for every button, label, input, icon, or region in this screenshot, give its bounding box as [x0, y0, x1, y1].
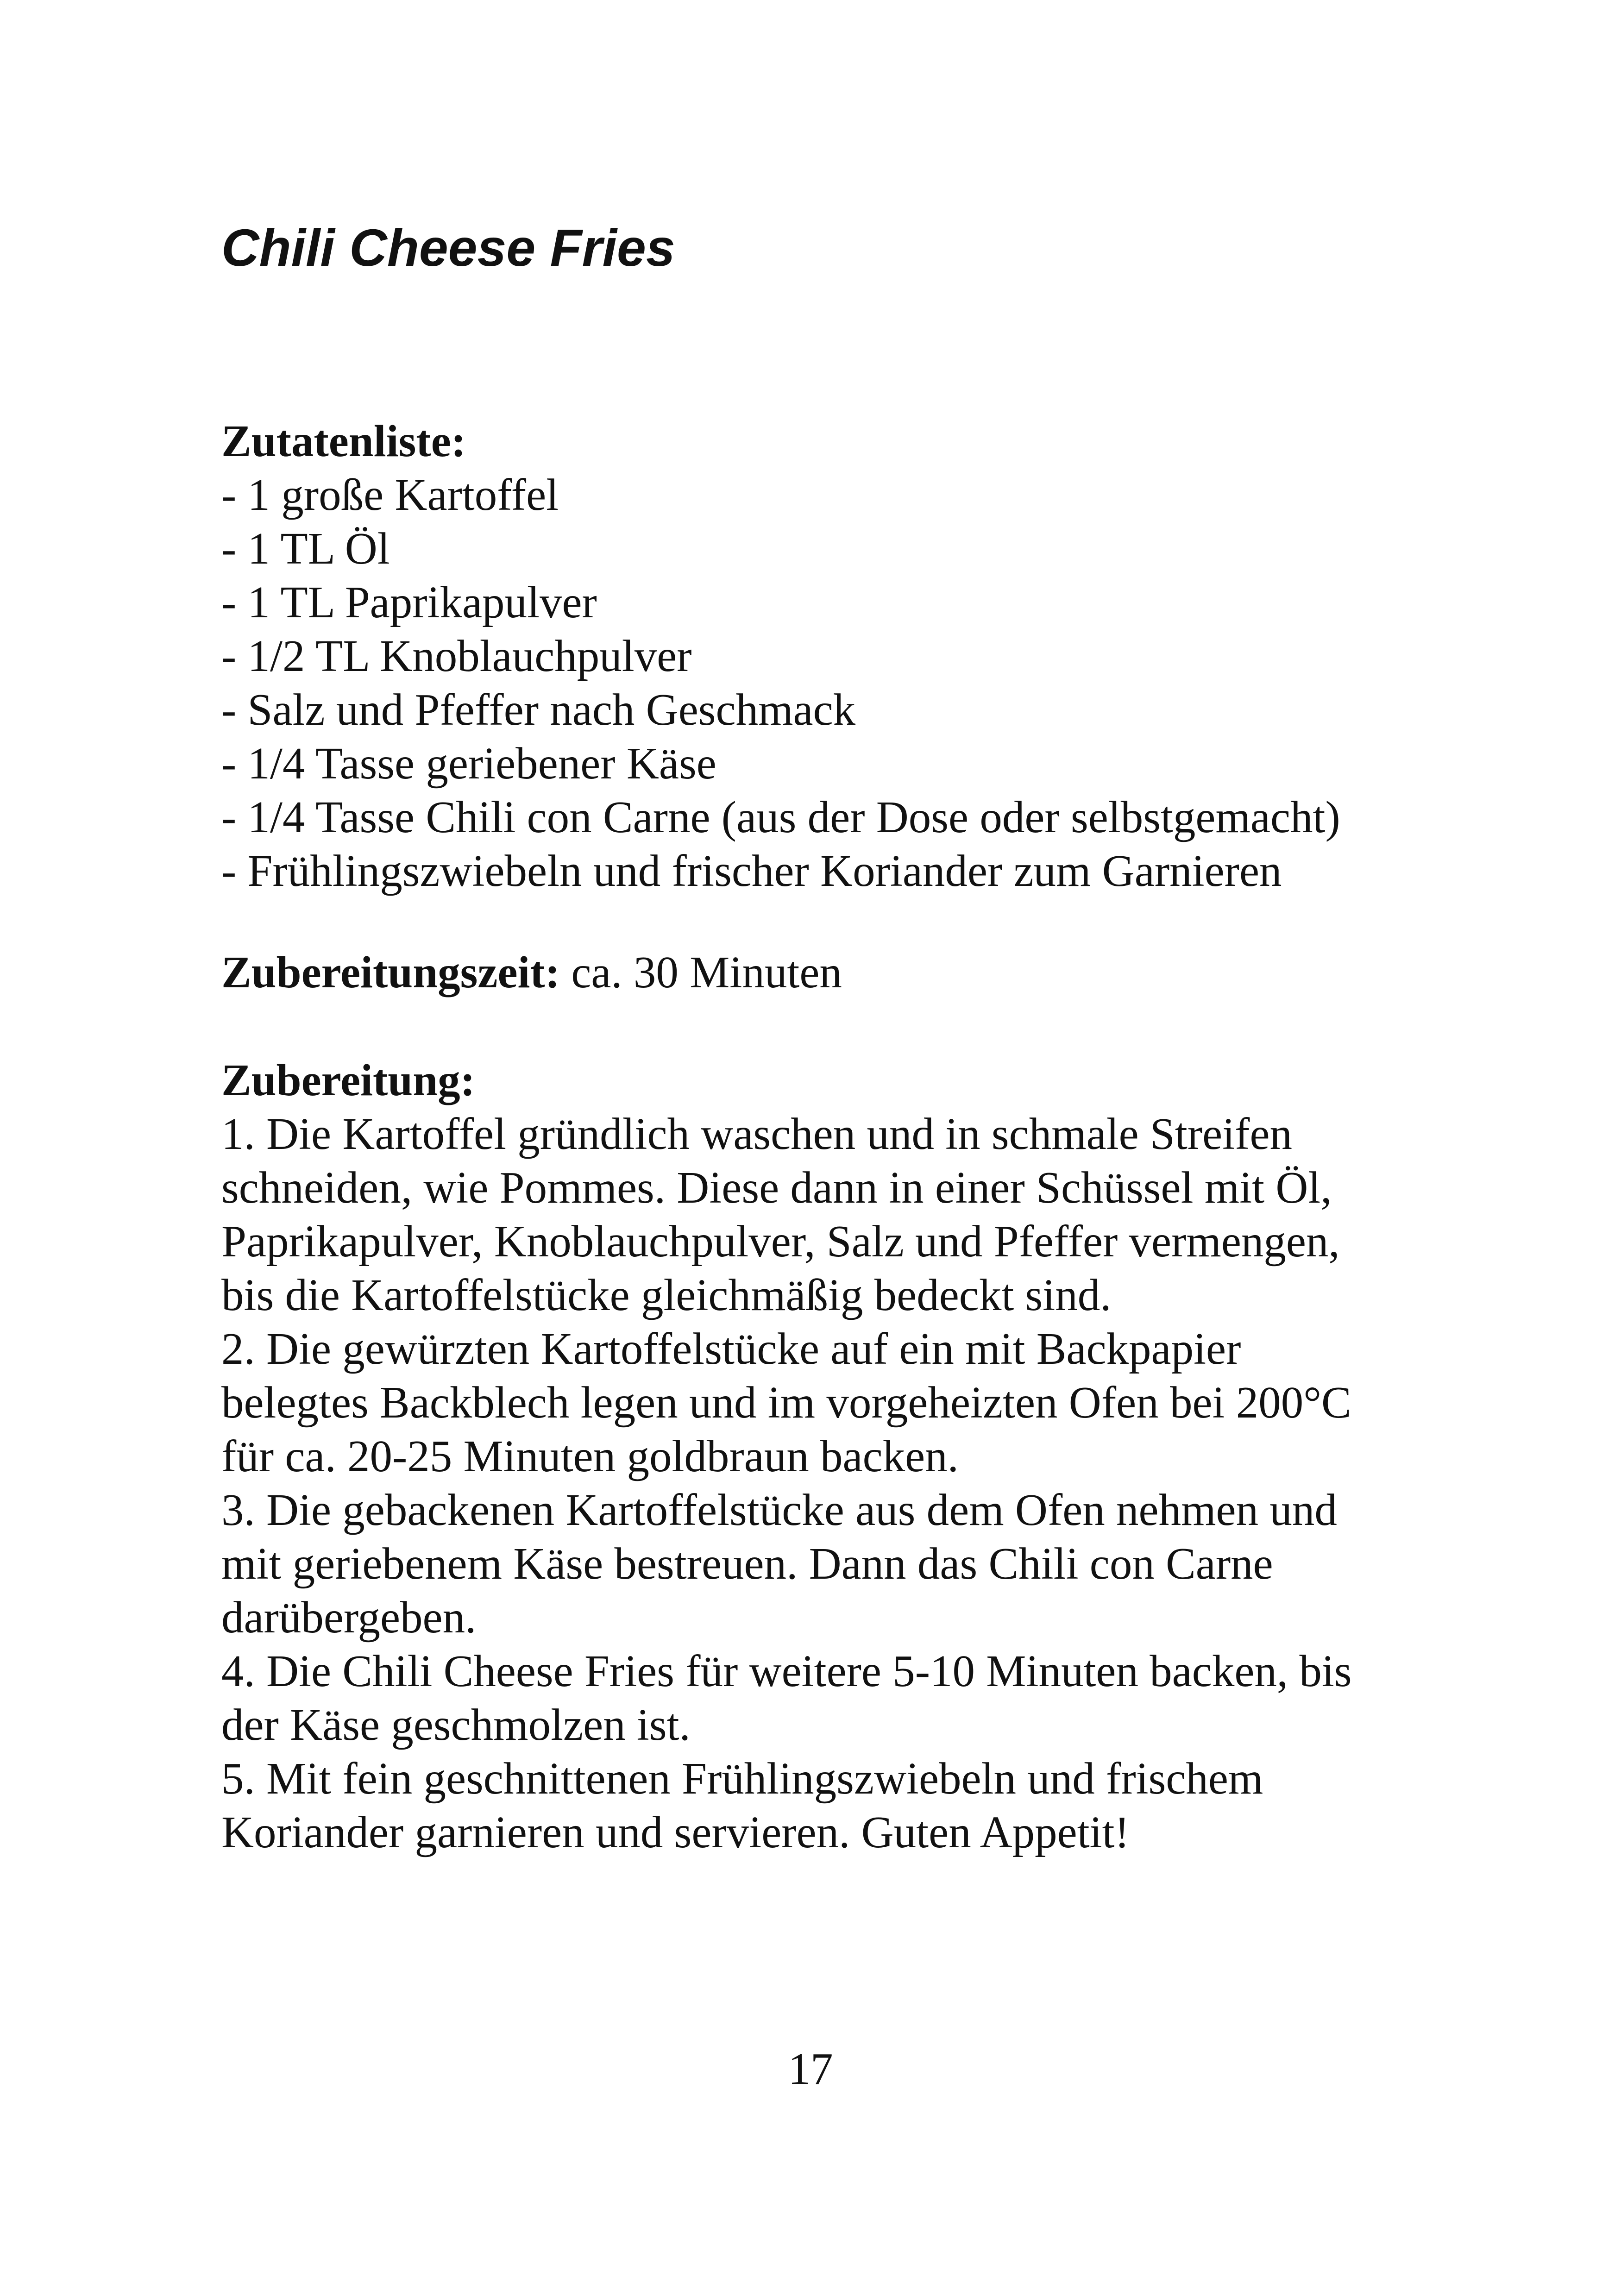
ingredient-item: - 1/2 TL Knoblauchpulver — [221, 631, 692, 681]
preparation-section — [221, 1054, 1352, 1859]
preparation-heading: Zubereitung: — [221, 1055, 475, 1105]
ingredient-item: - 1/4 Tasse Chili con Carne (aus der Dose oder selbstgemacht) — [221, 792, 1340, 842]
ingredient-item: - 1 TL Paprikapulver — [221, 577, 597, 627]
step-line: 5. Mit fein geschnittenen Frühlingszwiebeln und frischem — [221, 1754, 1263, 1803]
prep-time-section — [221, 946, 842, 999]
step-line: 1. Die Kartoffel gründlich waschen und in schmale Streifen — [221, 1109, 1293, 1159]
step-line: bis die Kartoffelstücke gleichmäßig bedeckt sind. — [221, 1270, 1112, 1320]
step-line: mit geriebenem Käse bestreuen. Dann das Chili con Carne — [221, 1539, 1273, 1588]
step-line: 4. Die Chili Cheese Fries für weitere 5-10 Minuten backen, bis — [221, 1646, 1352, 1696]
ingredient-item: - Salz und Pfeffer nach Geschmack — [221, 685, 856, 734]
step-line: für ca. 20-25 Minuten goldbraun backen. — [221, 1431, 959, 1481]
page-number: 17 — [788, 2044, 833, 2094]
step-line: darübergeben. — [221, 1593, 477, 1642]
ingredients-list — [221, 468, 1340, 898]
prep-time-label: Zubereitungszeit: — [221, 947, 560, 997]
step-line: schneiden, wie Pommes. Diese dann in einer Schüssel mit Öl, — [221, 1163, 1332, 1212]
step-line: 2. Die gewürzten Kartoffelstücke auf ein mit Backpapier — [221, 1324, 1241, 1374]
step-line: Koriander garnieren und servieren. Guten Appetit! — [221, 1807, 1130, 1857]
ingredient-item: - 1/4 Tasse geriebener Käse — [221, 739, 716, 788]
ingredient-item: - 1 TL Öl — [221, 524, 390, 573]
step-line: Paprikapulver, Knoblauchpulver, Salz und Pfeffer vermengen, — [221, 1217, 1340, 1266]
ingredients-section — [221, 414, 1340, 898]
recipe-title: Chili Cheese Fries — [221, 219, 675, 277]
ingredients-heading: Zutatenliste: — [221, 416, 466, 466]
ingredient-item: - 1 große Kartoffel — [221, 470, 559, 520]
prep-time-value: ca. 30 Minuten — [560, 947, 842, 997]
step-line: 3. Die gebackenen Kartoffelstücke aus dem Ofen nehmen und — [221, 1485, 1337, 1535]
ingredient-item: - Frühlingszwiebeln und frischer Koriander zum Garnieren — [221, 846, 1282, 896]
step-line: der Käse geschmolzen ist. — [221, 1700, 691, 1750]
step-line: belegtes Backblech legen und im vorgeheizten Ofen bei 200°C — [221, 1378, 1351, 1427]
preparation-steps — [221, 1107, 1352, 1859]
